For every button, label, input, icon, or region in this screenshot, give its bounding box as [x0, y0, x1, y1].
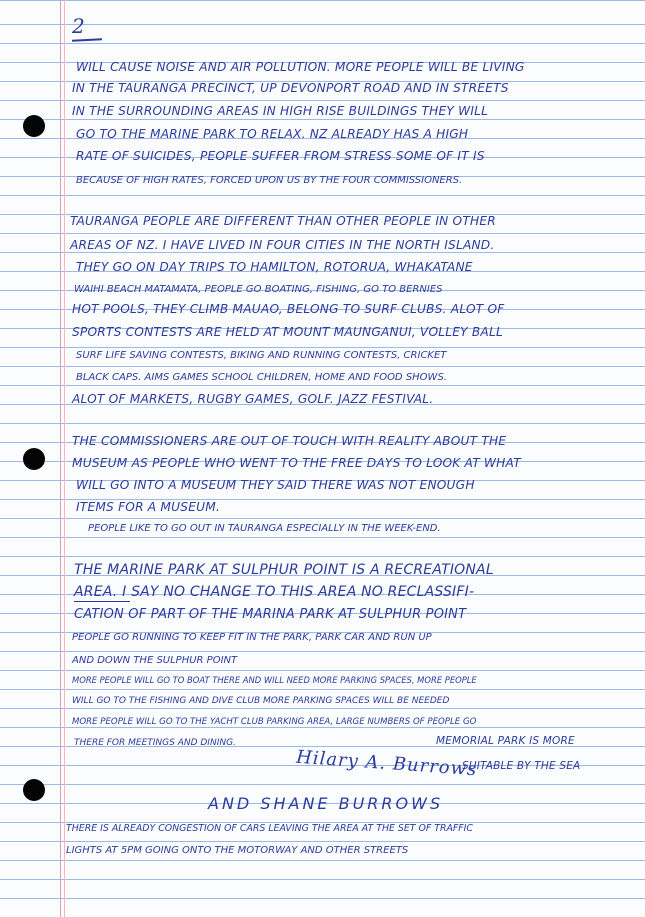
handwritten-line: MORE PEOPLE WILL GO TO BOAT THERE AND WILL NEED MORE PARKING SPACES, MORE PEOPLE	[72, 675, 477, 685]
handwritten-line: IN THE TAURANGA PRECINCT, UP DEVONPORT ROAD AND IN STREETS	[72, 81, 509, 95]
handwritten-line: TAURANGA PEOPLE ARE DIFFERENT THAN OTHER PEOPLE IN OTHER	[70, 214, 496, 228]
punch-hole	[23, 448, 45, 470]
handwritten-line: SURF LIFE SAVING CONTESTS, BIKING AND RUNNING CONTESTS, CRICKET	[76, 350, 447, 361]
margin-line	[60, 0, 61, 917]
text-underline	[74, 601, 130, 602]
handwritten-line: MORE PEOPLE WILL GO TO THE YACHT CLUB PARKING AREA, LARGE NUMBERS OF PEOPLE GO	[72, 717, 477, 727]
handwritten-line: RATE OF SUICIDES, PEOPLE SUFFER FROM STRESS SOME OF IT IS	[76, 149, 485, 163]
handwritten-line: GO TO THE MARINE PARK TO RELAX. NZ ALREADY HAS A HIGH	[76, 127, 469, 141]
handwritten-line: WILL CAUSE NOISE AND AIR POLLUTION. MORE PEOPLE WILL BE LIVING	[76, 60, 525, 74]
handwritten-line: BECAUSE OF HIGH RATES, FORCED UPON US BY THE FOUR COMMISSIONERS.	[76, 175, 463, 186]
page-number-underline	[72, 38, 102, 42]
signature: Hilary A. Burrows	[295, 746, 478, 781]
handwritten-line: IN THE SURROUNDING AREAS IN HIGH RISE BUILDINGS THEY WILL	[72, 104, 489, 118]
margin-line-secondary	[64, 0, 65, 917]
handwritten-line: AREAS OF NZ. I HAVE LIVED IN FOUR CITIES IN THE NORTH ISLAND.	[70, 238, 495, 252]
handwritten-line: THE COMMISSIONERS ARE OUT OF TOUCH WITH REALITY ABOUT THE	[72, 434, 507, 448]
handwritten-line: AND DOWN THE SULPHUR POINT	[72, 655, 238, 666]
handwritten-line: WILL GO TO THE FISHING AND DIVE CLUB MORE PARKING SPACES WILL BE NEEDED	[72, 696, 450, 706]
handwritten-line: BLACK CAPS. AIMS GAMES SCHOOL CHILDREN, HOME AND FOOD SHOWS.	[76, 372, 447, 383]
handwritten-line: MUSEUM AS PEOPLE WHO WENT TO THE FREE DAYS TO LOOK AT WHAT	[72, 456, 521, 470]
handwritten-line: LIGHTS AT 5PM GOING ONTO THE MOTORWAY AND OTHER STREETS	[66, 845, 409, 856]
handwritten-line: ITEMS FOR A MUSEUM.	[76, 500, 221, 514]
handwritten-line: SPORTS CONTESTS ARE HELD AT MOUNT MAUNGANUI, VOLLEY BALL	[72, 325, 503, 339]
punch-hole	[23, 115, 45, 137]
punch-hole	[23, 779, 45, 801]
handwritten-line: ALOT OF MARKETS, RUGBY GAMES, GOLF. JAZZ FESTIVAL.	[72, 392, 434, 406]
handwritten-line: THERE IS ALREADY CONGESTION OF CARS LEAVING THE AREA AT THE SET OF TRAFFIC	[66, 823, 473, 834]
handwritten-line: PEOPLE LIKE TO GO OUT IN TAURANGA ESPECIALLY IN THE WEEK-END.	[88, 523, 441, 534]
handwritten-line: THERE FOR MEETINGS AND DINING.	[74, 738, 236, 748]
handwritten-line: HOT POOLS, THEY CLIMB MAUAO, BELONG TO SURF CLUBS. ALOT OF	[72, 302, 505, 316]
handwritten-line: WILL GO INTO A MUSEUM THEY SAID THERE WAS NOT ENOUGH	[76, 478, 475, 492]
handwritten-line: THEY GO ON DAY TRIPS TO HAMILTON, ROTORUA, WHAKATANE	[76, 260, 473, 274]
handwritten-line: PEOPLE GO RUNNING TO KEEP FIT IN THE PARK, PARK CAR AND RUN UP	[72, 632, 432, 643]
handwritten-line: WAIHI BEACH MATAMATA, PEOPLE GO BOATING, FISHING, GO TO BERNIES	[74, 284, 443, 295]
page-number: 2	[72, 14, 85, 38]
memorial-note-line: MEMORIAL PARK IS MORE	[436, 735, 575, 747]
and-shane-burrows: AND SHANE BURROWS	[208, 794, 444, 813]
handwritten-line: THE MARINE PARK AT SULPHUR POINT IS A RECREATIONAL	[74, 562, 494, 578]
memorial-note-line: SUITABLE BY THE SEA	[462, 760, 581, 772]
handwritten-line: AREA. I SAY NO CHANGE TO THIS AREA NO RECLASSIFI-	[74, 584, 475, 600]
handwritten-line: CATION OF PART OF THE MARINA PARK AT SULPHUR POINT	[74, 607, 467, 622]
